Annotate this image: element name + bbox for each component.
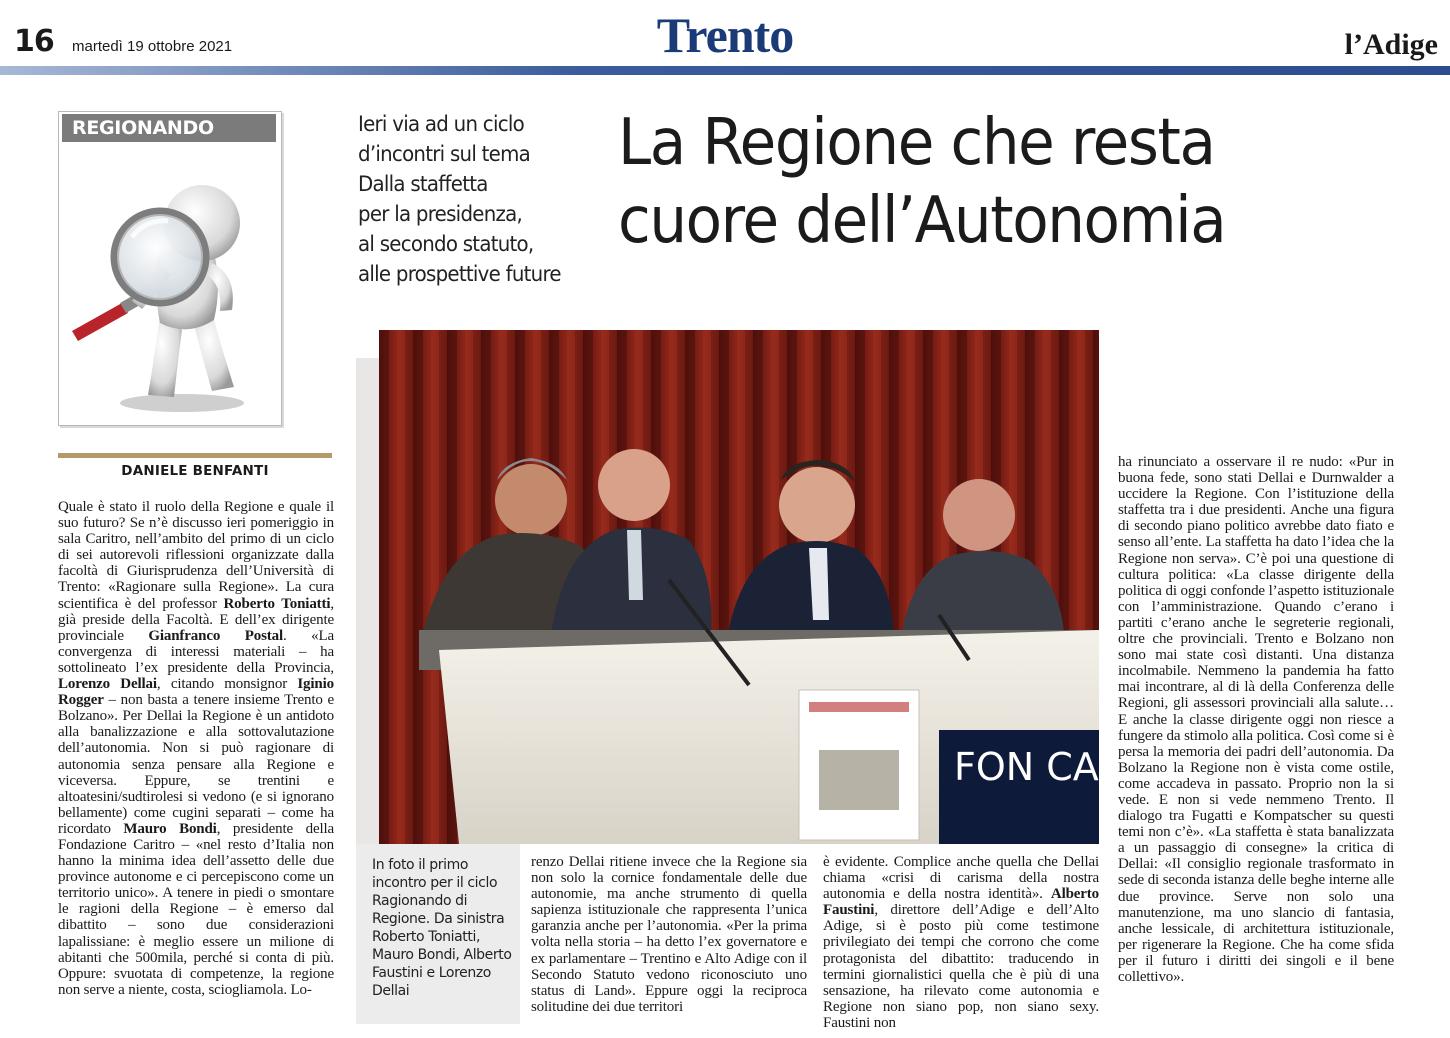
person-name: Gianfranco Postal <box>148 627 283 644</box>
rubric-label: REGIONANDO <box>62 114 276 142</box>
byline: DANIELE BENFANTI <box>121 463 269 479</box>
kicker-line: Dalla staffetta <box>358 172 488 197</box>
body-text: , citando monsignor <box>156 676 298 693</box>
person-name: Lorenzo Dellai <box>58 676 157 693</box>
photo-caption: In foto il primo incontro per il ciclo Ragionando di Regione. Da sinistra Roberto Toniatti, Mauro Bondi, Alberto Faustini e Lorenzo Dellai <box>372 857 512 999</box>
page-number: 16 <box>14 24 54 59</box>
section-title: Trento <box>656 7 794 63</box>
body-text: Quale è stato il ruolo della Regione e quale il suo futuro? Se n’è discusso ieri pomeriggio in sala Caritro, nell’ambito del primo di un ciclo di sei autorevoli riflessioni organizzate dalla facoltà di Giurisprudenza dell’Università di Trento: «Ragionare sulla Regione». La cura scientifica è del professor <box>58 499 334 612</box>
article-headline <box>618 104 1381 260</box>
kicker-line: Ieri via ad un ciclo <box>358 112 524 137</box>
article-column-3: renzo Dellai ritiene invece che la Regione sia non solo la cornice fondamentale delle due autonomie, ma anche strumento di quella sapienza istituzionale che rappresenta l’unica garanzia anche per l’autonomia. «Per la prima volta nella storia – ha detto l’ex governatore e ex parlamentare – Trentino e Alto Adige con il Secondo Statuto vedono riconosciuto uno status di Land». Eppure oggi la reciproca solitudine dei due territori <box>531 854 807 1015</box>
article-column-4 <box>823 854 1099 1031</box>
article-column-5: ha rinunciato a osservare il re nudo: «Pur in buona fede, sono stati Dellai e Durnwalder a uccidere la Regione. Con l’istituzione della staffetta tra i due presidenti. Anche una figura di secondo piano politico avrebbe dato fiato e senso all’ente. La staffetta ha dato l’idea che la Regione non serva». C’è poi una questione di cultura politica: «La classe dirigente della politica di oggi confonde l’aspetto istituzionale con l’amministrazione. Quando c’erano i partiti c’erano anche le segreterie regionali, oltre che provinciali. Trento e Bolzano non sono mai state così distanti. Una distanza incolmabile. Nemmeno la pandemia ha fatto mai incontrare, al di là della Conferenza delle Regioni, gli assessori provinciali alla salute… E anche la classe dirigente oggi non riesce a fungere da stimolo alla politica. Così come si è persa la memoria dei padri dell’autonomia. Da Bolzano la Regione non è vista come ostile, come accadeva in passato. Proprio non la si vede. E non si vede nemmeno Trento. Il dialogo tra Fugatti e Kompatscher su questi temi non c’è». «La staffetta è stata banalizzata a un passaggio di consegne» la critica di Dellai: «Il consiglio regionale trasformato in sede di seconda istanza delle beghe interne alle due province. Serve non solo una manutenzione, ma uno slancio di fantasia, anche lessicale, di architettura istituzionale, per rigenerare la Regione. Che ha come sfida per il futuro i diritti dei singoli e il bene collettivo». <box>1118 454 1394 985</box>
newspaper-name: l’Adige <box>1344 28 1438 61</box>
body-text: , presidente della Fondazione Caritro – «nel resto d’Italia non hanno la minima idea dell’assetto delle due province autonome e ci percepiscono come un territorio unico». A tenere in piedi o smontare le ragioni della Regione – è emerso dal dibattito – sono due considerazioni lapalissiane: è meglio essere un milione di abitanti che 500mila, perché si conta di più. Oppure: svuotata di competenze, la regione non serve a niente, costa, sciogliamola. Lo- <box>58 820 334 998</box>
magnifying-glass-figure-icon <box>62 145 276 420</box>
kicker-line: al secondo statuto, <box>358 232 534 257</box>
person-name: Alberto Faustini <box>823 886 1099 919</box>
person-name: Iginio Rogger <box>58 676 334 709</box>
person-name: Mauro Bondi <box>123 820 217 837</box>
issue-date: martedì 19 ottobre 2021 <box>72 38 233 55</box>
body-text: , già preside della Facoltà. E dell’ex dirigente provinciale <box>58 595 334 644</box>
body-text: è evidente. Complice anche quella che Dellai chiama «crisi di carisma della nostra autonomia e della nostra identità». <box>823 854 1099 903</box>
kicker-line: per la presidenza, <box>358 202 523 227</box>
article-kicker <box>358 110 579 290</box>
headline-line: La Regione che resta <box>618 106 1215 180</box>
kicker-line: d’incontri sul tema <box>358 142 531 167</box>
person-name: Roberto Toniatti <box>223 595 331 612</box>
kicker-line: alle prospettive future <box>358 262 561 287</box>
body-text: – non basta a tenere insieme Trento e Bolzano». Per Dellai la Regione è un antidoto alla banalizzazione e alla sottovalutazione dell’autonomia. Non si può ragionare di autonomia senza pensare alla Regione e viceversa. Eppure, se trentini e altoatesini/sudtirolesi si vedono (e si ignorano bellamente) come cugini separati – come ha ricordato <box>58 692 334 837</box>
body-text: , direttore dell’Adige e dell’Alto Adige, si è posto più come testimone privilegiato dei tempi che corrono che come protagonista del dibattito: traducendo in termini giornalistici quella che è più di una sensazione, ha rilevato come autonomia e Regione non siano pop, non siano sexy. Faustini non <box>823 902 1099 1031</box>
headline-line: cuore dell’Autonomia <box>618 184 1226 258</box>
photo-side-band <box>356 358 380 844</box>
byline-rule <box>58 453 332 458</box>
header-rule <box>0 66 1450 75</box>
backdrop-text: FON CA <box>954 745 1099 789</box>
event-photo <box>379 330 1099 844</box>
article-column-1 <box>58 499 334 998</box>
body-text: . «La convergenza di interessi materiali – ha sottolineato l’ex presidente della Provincia, <box>58 627 335 676</box>
